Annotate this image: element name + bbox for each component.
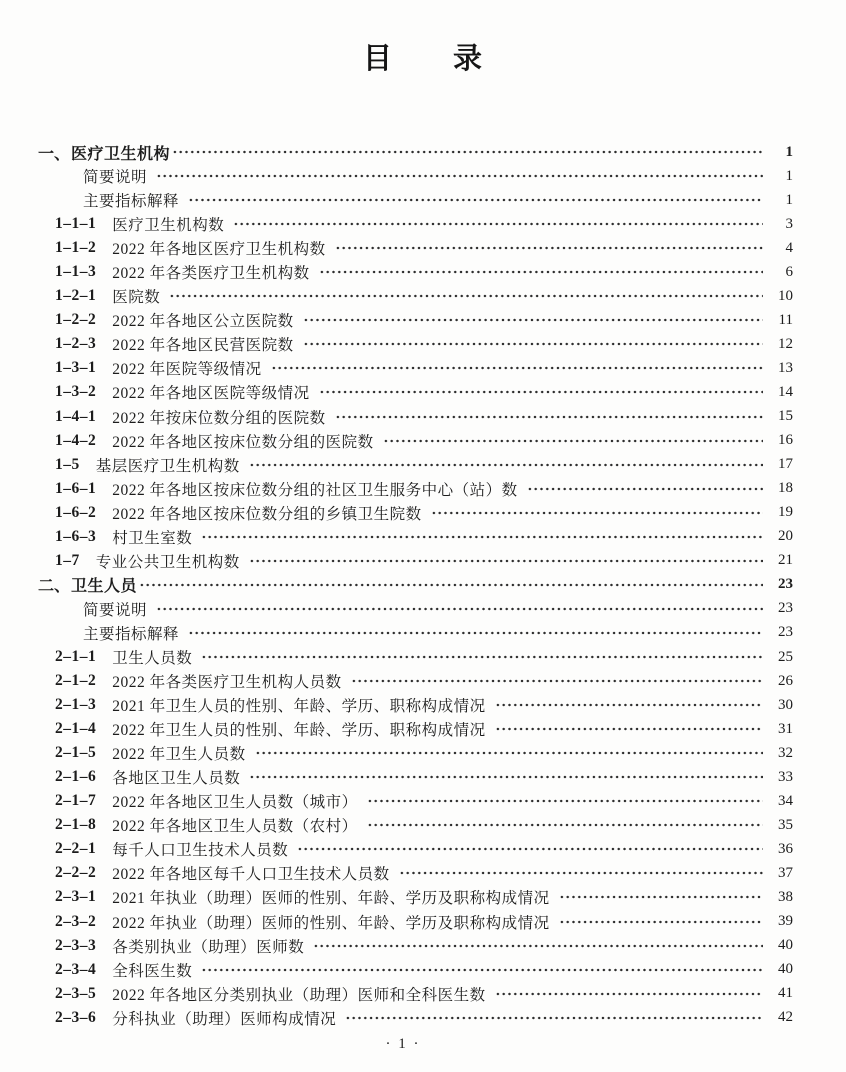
toc-entry-page: 38 <box>778 888 793 905</box>
dot-leader <box>271 361 763 375</box>
toc-entry-title: 医院数 <box>112 289 161 307</box>
dot-leader <box>249 554 763 568</box>
toc-entry-title: 2022 年各地区分类别执业（助理）医师和全科医生数 <box>112 986 486 1004</box>
toc-entry-title: 2022 年各地区医院等级情况 <box>112 385 310 403</box>
toc-entry-page: 1 <box>785 167 793 184</box>
toc-entry-title: 2021 年卫生人员的性别、年龄、学历、职称构成情况 <box>112 698 486 716</box>
toc-entry <box>38 837 793 861</box>
toc-entry <box>38 549 793 573</box>
toc-entry-number: 1–1–1 <box>55 215 97 233</box>
toc-entry-page: 30 <box>778 696 793 713</box>
toc-entry-number: 2–3–4 <box>55 960 97 978</box>
toc-entry-page: 31 <box>778 720 793 737</box>
toc-entry-page: 1 <box>785 191 793 208</box>
toc-entry-number: 2–1–5 <box>55 744 97 762</box>
toc-entry-title: 卫生人员 <box>71 578 138 596</box>
toc-entry-title: 2022 年各类医疗卫生机构人员数 <box>112 674 342 692</box>
toc-entry-title: 2021 年执业（助理）医师的性别、年龄、学历及职称构成情况 <box>112 890 550 908</box>
toc-entry <box>38 284 793 308</box>
toc-entry-number: 1–1–2 <box>55 239 97 257</box>
toc-entry-page: 20 <box>778 528 793 545</box>
toc-entry <box>38 380 793 404</box>
toc-entry-number: 一、 <box>38 145 71 163</box>
dot-leader <box>559 890 763 904</box>
dot-leader <box>351 674 763 688</box>
toc-entry <box>38 885 793 909</box>
dot-leader <box>335 241 763 255</box>
dot-leader <box>527 482 763 496</box>
dot-leader <box>383 434 763 448</box>
toc-entry-page: 25 <box>778 648 793 665</box>
toc-entry-page: 6 <box>785 263 793 280</box>
toc-entry-number: 1–4–1 <box>55 407 97 425</box>
dot-leader <box>303 313 763 327</box>
toc-entry-title: 2022 年各地区公立医院数 <box>112 313 294 331</box>
toc-entry-page: 1 <box>785 143 793 160</box>
toc-entry-page: 26 <box>778 672 793 689</box>
toc-entry <box>38 717 793 741</box>
dot-leader <box>201 650 763 664</box>
toc-entry-page: 4 <box>785 239 793 256</box>
toc-entry-number: 1–3–1 <box>55 359 97 377</box>
toc-entry-title: 2022 年卫生人员的性别、年龄、学历、职称构成情况 <box>112 722 486 740</box>
toc-entry-title: 2022 年各地区按床位数分组的乡镇卫生院数 <box>112 505 422 523</box>
toc-entry-title: 2022 年各地区医疗卫生机构数 <box>112 241 326 259</box>
toc-entry <box>38 332 793 356</box>
toc-entry-title: 专业公共卫生机构数 <box>95 553 240 571</box>
toc-entry <box>38 212 793 236</box>
toc-entry <box>38 982 793 1006</box>
toc-entry-title: 各类别执业（助理）医师数 <box>112 938 305 956</box>
toc-entry-title: 各地区卫生人员数 <box>112 770 241 788</box>
toc-entry-title: 2022 年按床位数分组的医院数 <box>112 409 326 427</box>
toc-entry-title: 医疗卫生机构 <box>71 145 171 163</box>
dot-leader <box>233 217 763 231</box>
toc-entry <box>38 453 793 477</box>
toc-entry-number: 二、 <box>38 578 71 596</box>
dot-leader <box>201 963 763 977</box>
toc-entry-title: 简要说明 <box>83 601 148 619</box>
toc-entry-page: 40 <box>778 937 793 954</box>
toc-entry-number: 2–2–2 <box>55 864 97 882</box>
dot-leader <box>319 265 763 279</box>
toc-entry-page: 40 <box>778 961 793 978</box>
toc-entry <box>38 260 793 284</box>
toc-entry-number: 2–3–5 <box>55 984 97 1002</box>
toc-entry <box>38 573 793 597</box>
toc-entry <box>38 789 793 813</box>
dot-leader <box>255 746 763 760</box>
toc-entry-title: 2022 年各地区卫生人员数（农村） <box>112 818 358 836</box>
page-title: 目 录 <box>362 43 483 75</box>
toc-entry-title: 2022 年执业（助理）医师的性别、年龄、学历及职称构成情况 <box>112 914 550 932</box>
toc-entry-number: 1–6–3 <box>55 527 97 545</box>
toc-entry-page: 21 <box>778 552 793 569</box>
toc-entry-title: 卫生人员数 <box>112 650 193 667</box>
toc-entry <box>38 813 793 837</box>
toc-entry-page: 35 <box>778 816 793 833</box>
toc-entry-number: 2–1–7 <box>55 792 97 810</box>
dot-leader <box>297 842 763 856</box>
toc-entry-title: 2022 年卫生人员数 <box>112 746 246 764</box>
toc-entry-number: 2–1–1 <box>55 648 97 665</box>
toc-entry-number: 2–1–6 <box>55 768 97 786</box>
toc-entry-page: 3 <box>785 215 793 232</box>
toc-entry-page: 41 <box>778 985 793 1002</box>
dot-leader <box>495 722 763 736</box>
toc-entry-page: 10 <box>778 287 793 304</box>
toc-entry-number: 2–1–8 <box>55 816 97 834</box>
toc-entry <box>38 1006 793 1030</box>
toc-entry <box>38 236 793 260</box>
dot-leader <box>188 626 763 640</box>
toc-entry-number: 1–6–2 <box>55 503 97 521</box>
toc-entry <box>38 861 793 885</box>
toc-entry-title: 2022 年各地区按床位数分组的医院数 <box>112 433 374 451</box>
toc-entry <box>38 669 793 693</box>
toc-entry-number: 2–1–2 <box>55 672 97 690</box>
toc-entry-number: 2–1–3 <box>55 696 97 714</box>
toc-entry-title: 2022 年医院等级情况 <box>112 361 262 379</box>
toc-entry <box>38 621 793 645</box>
toc-entry-title: 村卫生室数 <box>112 529 193 547</box>
toc-entry-number: 2–3–2 <box>55 912 97 930</box>
toc-entry-title: 2022 年各地区每千人口卫生技术人员数 <box>112 866 390 884</box>
toc-entry-page: 34 <box>778 792 793 809</box>
toc-entry-number: 2–3–3 <box>55 936 97 954</box>
toc-entry-page: 13 <box>778 359 793 376</box>
toc-entry-title: 2022 年各地区民营医院数 <box>112 337 294 355</box>
dot-leader <box>249 770 763 784</box>
toc-entry <box>38 308 793 332</box>
toc-entry-number: 1–4–2 <box>55 431 97 449</box>
toc-entry <box>38 693 793 717</box>
toc-entry-title: 主要指标解释 <box>83 625 180 643</box>
toc-entry-page: 15 <box>778 408 793 425</box>
toc-entry-page: 39 <box>778 913 793 930</box>
toc-entry <box>38 741 793 765</box>
toc-entry <box>38 429 793 453</box>
dot-leader <box>156 602 763 616</box>
dot-leader <box>431 506 763 520</box>
toc-entry-title: 基层医疗卫生机构数 <box>95 457 240 475</box>
toc-entry-page: 17 <box>778 456 793 473</box>
dot-leader <box>399 866 763 880</box>
dot-leader <box>335 410 763 424</box>
toc-entry <box>38 597 793 621</box>
toc-entry-page: 14 <box>778 383 793 400</box>
toc-entry-number: 1–2–3 <box>55 335 97 353</box>
toc-entry <box>38 645 793 669</box>
dot-leader <box>156 169 763 183</box>
dot-leader <box>367 818 763 832</box>
dot-leader <box>367 794 763 808</box>
toc-entry-title: 2022 年各地区按床位数分组的社区卫生服务中心（站）数 <box>112 481 518 499</box>
dot-leader <box>139 578 763 592</box>
toc-entry-title: 主要指标解释 <box>83 193 180 211</box>
toc-list <box>38 140 793 1030</box>
toc-entry <box>38 140 793 164</box>
toc-entry-page: 12 <box>778 335 793 352</box>
toc-entry-page: 11 <box>778 311 793 328</box>
toc-entry <box>38 405 793 429</box>
toc-entry-number: 2–3–1 <box>55 888 97 906</box>
toc-entry-title: 简要说明 <box>83 169 148 187</box>
toc-entry-title: 分科执业（助理）医师构成情况 <box>112 1010 337 1028</box>
toc-entry-number: 1–1–3 <box>55 263 97 281</box>
toc-entry-number: 2–3–6 <box>55 1008 97 1026</box>
toc-entry-number: 1–2–2 <box>55 311 97 329</box>
dot-leader <box>249 458 763 472</box>
dot-leader <box>188 193 763 207</box>
dot-leader <box>169 289 763 303</box>
dot-leader <box>201 530 763 544</box>
dot-leader <box>313 939 763 953</box>
page-number-footer: · 1 · <box>385 1036 421 1052</box>
dot-leader <box>495 987 763 1001</box>
toc-entry-title: 每千人口卫生技术人员数 <box>112 842 289 860</box>
toc-entry-page: 23 <box>778 576 793 593</box>
toc-entry <box>38 188 793 212</box>
toc-entry-title: 2022 年各地区卫生人员数（城市） <box>112 794 358 812</box>
toc-entry-page: 18 <box>778 480 793 497</box>
toc-entry <box>38 164 793 188</box>
toc-entry-number: 1–5 <box>55 455 80 473</box>
toc-entry-number: 1–7 <box>55 551 80 569</box>
toc-entry-page: 33 <box>778 768 793 785</box>
toc-entry-title: 全科医生数 <box>112 962 193 980</box>
toc-entry-title: 医疗卫生机构数 <box>112 217 225 235</box>
toc-entry <box>38 477 793 501</box>
toc-entry <box>38 356 793 380</box>
dot-leader <box>319 385 763 399</box>
toc-entry-number: 2–1–4 <box>55 720 97 738</box>
toc-entry-page: 32 <box>778 744 793 761</box>
toc-entry <box>38 958 793 982</box>
dot-leader <box>495 698 763 712</box>
toc-entry-title: 2022 年各类医疗卫生机构数 <box>112 265 310 283</box>
toc-entry-page: 16 <box>778 432 793 449</box>
toc-entry-number: 2–2–1 <box>55 840 97 858</box>
toc-entry-page: 23 <box>778 624 793 641</box>
toc-entry <box>38 934 793 958</box>
toc-entry <box>38 501 793 525</box>
dot-leader <box>559 915 763 929</box>
toc-entry-page: 23 <box>778 600 793 617</box>
toc-entry-number: 1–2–1 <box>55 287 97 305</box>
toc-entry-number: 1–6–1 <box>55 479 97 497</box>
toc-entry <box>38 525 793 549</box>
toc-entry-number: 1–3–2 <box>55 383 97 401</box>
toc-entry-page: 42 <box>778 1009 793 1026</box>
dot-leader <box>303 337 763 351</box>
dot-leader <box>172 145 763 159</box>
toc-entry-page: 37 <box>778 864 793 881</box>
toc-entry-page: 36 <box>778 840 793 857</box>
toc-entry-page: 19 <box>778 504 793 521</box>
dot-leader <box>345 1011 763 1025</box>
toc-entry <box>38 765 793 789</box>
toc-entry <box>38 910 793 934</box>
